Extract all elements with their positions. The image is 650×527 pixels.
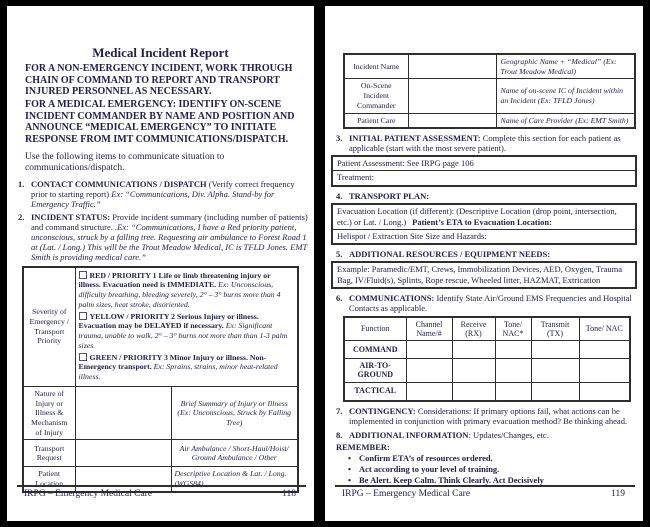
row-hint: Air Ambulance / Short-Haul/Hoist/ Ground Ambulance / Other <box>171 440 298 467</box>
footer-page-number: 118 <box>282 489 296 499</box>
item-label: CONTINGENCY: <box>349 405 416 416</box>
use-items-note: Use the following items to communicate situation to communications/dispatch. <box>25 151 225 174</box>
empty-cell <box>579 341 630 359</box>
page-footer <box>335 485 635 499</box>
col-header-channel: Channel Name/# <box>406 317 452 341</box>
row-hint: Brief Summary of Injury or Illness (Ex: Unconscious, Struck by Falling Tree) <box>171 386 298 440</box>
remember-heading: REMEMBER: <box>336 441 390 452</box>
item-7-contingency <box>336 406 638 426</box>
bullet-icon: • <box>348 475 351 485</box>
row-label: TACTICAL <box>344 382 406 401</box>
bullet-text: Be Alert. Keep Calm. Think Clearly. Act Decisively <box>359 475 544 485</box>
col-header-tone-nac-rx: Tone/ NAC* <box>495 317 531 341</box>
item-text <box>31 212 309 262</box>
empty-cell <box>452 359 495 382</box>
empty-cell <box>495 359 531 382</box>
item-body: Identify State Air/Ground EMS Frequencies and Hospital Contacts as applicable. <box>349 292 632 313</box>
page-footer <box>17 485 306 499</box>
item-example: .Ex: “Communications, I have a Red priority patient, unconscious, struck by a falling tree. Requesting air ambulance to Forest Road 1 at (Lat. / Long.) This will be the Trout Meadow Medical, IC is TFLD Jones. EMT Smith is providing medical care.” <box>31 221 308 262</box>
empty-cell <box>531 359 579 382</box>
page-119 <box>325 6 643 521</box>
empty-cell <box>495 341 531 359</box>
item-4-transport-plan <box>336 191 638 201</box>
row-input-cell <box>408 79 496 113</box>
item-text <box>349 249 638 259</box>
item-2-incident-status <box>18 212 309 262</box>
item-label: INCIDENT STATUS: <box>31 211 111 222</box>
item-text <box>349 293 638 313</box>
row-input-cell <box>408 54 496 79</box>
col-header-tone-nac-tx: Tone/ NAC <box>579 317 630 341</box>
empty-cell <box>452 382 495 401</box>
empty-cell <box>531 382 579 401</box>
communications-table <box>343 316 631 402</box>
resources-box-group <box>331 261 637 289</box>
option-example: Ex: Sprains, strains, minor heat-related illness. <box>78 362 278 382</box>
bullet-text: Confirm ETA’s of resources ordered. <box>359 452 493 463</box>
table-row-incident-name <box>344 54 635 79</box>
empty-cell <box>406 382 452 401</box>
checkbox-icon <box>79 271 87 279</box>
option-yellow-priority-2 <box>79 312 295 351</box>
intro-non-emergency: FOR A NON-EMERGENCY INCIDENT, WORK THROUGH CHAIN OF COMMAND TO REPORT AND TRANSPORT INJURED PERSONNEL AS NECESSARY. <box>25 63 293 98</box>
item-number: 2. <box>18 211 25 222</box>
option-red-priority-1 <box>79 271 295 310</box>
empty-cell <box>406 359 452 382</box>
item-body: (Verify correct frequency prior to starting report) <box>31 178 295 199</box>
row-label: Nature of Injury or Illness & Mechanism of Injury <box>23 386 75 440</box>
bullet-icon: • <box>348 452 351 463</box>
severity-options-cell <box>75 267 298 387</box>
col-header-transmit: Transmit (TX) <box>531 317 579 341</box>
comm-row-tactical <box>344 382 630 401</box>
item-label: TRANSPORT PLAN: <box>349 190 430 201</box>
row-label: Patient Location <box>23 467 75 492</box>
severity-table <box>22 266 299 493</box>
row-label: COMMAND <box>344 341 406 359</box>
bullet-level-of-training <box>348 464 638 474</box>
checkbox-icon <box>79 353 87 361</box>
item-body: Complete this section for each patient as applicable (start with the most severe patient). <box>349 133 621 154</box>
option-bold: GREEN / PRIORITY 3 Minor Injury or illness. Non-Emergency transport. <box>78 352 267 372</box>
item-body: Provide incident summary (including number of patients) and command structure. <box>31 211 308 232</box>
item-1-contact-dispatch <box>18 179 309 209</box>
assessment-box-group <box>331 155 637 186</box>
item-label: COMMUNICATIONS: <box>349 292 435 303</box>
row-hint: Geographic Name + “Medical” (Ex: Trout Meadow Medical) <box>496 54 635 79</box>
comm-row-command <box>344 341 630 359</box>
option-bold: YELLOW / PRIORITY 2 Serious Injury or illness. Evacuation may be DELAYED if necessary. <box>78 311 259 331</box>
table-row-patient-care <box>344 113 635 128</box>
evacuation-location-field <box>333 205 635 229</box>
row-label: Incident Name <box>344 54 408 79</box>
col-header-function: Function <box>344 317 406 341</box>
row-label: On-Scene Incident Commander <box>344 79 408 113</box>
item-3-initial-patient-assessment <box>336 133 638 153</box>
empty-cell <box>452 341 495 359</box>
row-hint: Name of on-scene IC of Incident within an Incident (Ex: TFLD Jones) <box>496 79 635 113</box>
table-row-nature-of-injury <box>23 386 298 440</box>
item-5-additional-resources <box>336 249 638 259</box>
col-header-receive: Receive (RX) <box>452 317 495 341</box>
row-label: Patient Care <box>344 113 408 128</box>
item-text <box>349 430 638 440</box>
item-number: 3. <box>336 133 343 144</box>
empty-cell <box>531 341 579 359</box>
item-text <box>349 191 638 201</box>
table-row-transport-request <box>23 440 298 467</box>
row-input-cell <box>75 440 171 467</box>
severity-row <box>23 267 298 387</box>
severity-row-label: Severity of Emergency / Transport Priority <box>23 267 75 387</box>
empty-cell <box>579 359 630 382</box>
bullet-confirm-eta <box>348 453 638 463</box>
option-bold: RED / PRIORITY 1 Life or limb threatening injury or illness. Evacuation need is IMMEDIATE. <box>78 270 271 290</box>
row-hint: Name of Care Provider (Ex: EMT Smith) <box>496 113 635 128</box>
item-body: Considerations: If primary options fail, what actions can be implemented in conjunction with primary evacuation method? Be thinking ahead. <box>349 405 628 426</box>
patient-eta-label: Patient’s ETA to Evacuation Location: <box>412 216 552 227</box>
option-example: Ex: Unconscious, difficulty breathing, bleeding severely, 2° – 3° burns more than 4 palm sizes, heat stroke, disoriented. <box>78 280 281 309</box>
item-label: INITIAL PATIENT ASSESSMENT: <box>349 133 481 144</box>
item-text <box>31 179 309 209</box>
resources-examples-field: Example: Paramedic/EMT, Crews, Immobilization Devices, AED, Oxygen, Trauma Bag, IV/Fluid(s), Splints, Rope rescue, Wheeled litter, HAZMAT, Extrication <box>337 263 623 285</box>
footer-title: IRPG – Emergency Medical Care <box>342 489 471 499</box>
item-number: 8. <box>336 429 343 440</box>
incident-id-table <box>343 53 636 129</box>
row-label: AIR-TO-GROUND <box>344 359 406 382</box>
item-body: : Updates/Changes, etc. <box>468 429 549 440</box>
evacuation-location-text: Evacuation Location (if different): (Descriptive Location (drop point, intersection, etc.) or Lat. / Long.) <box>337 205 617 227</box>
item-number: 4. <box>336 190 343 201</box>
item-number: 1. <box>18 178 25 189</box>
helispot-field: Helispot / Extraction Site Size and Hazards: <box>333 229 635 243</box>
empty-cell <box>579 382 630 401</box>
item-label: CONTACT COMMUNICATIONS / DISPATCH <box>31 178 207 189</box>
comm-table-header-row <box>344 317 630 341</box>
footer-page-number: 119 <box>611 489 625 499</box>
patient-assessment-field: Patient Assessment: See IRPG page 106 <box>337 158 474 169</box>
page-title: Medical Incident Report <box>92 45 229 60</box>
table-row-on-scene-ic <box>344 79 635 113</box>
item-8-additional-information <box>336 430 638 440</box>
checkbox-icon <box>79 312 87 320</box>
item-number: 7. <box>336 405 343 416</box>
treatment-field: Treatment: <box>333 170 635 184</box>
item-text <box>349 406 638 426</box>
item-example: Ex: “Communications, Div. Alpha. Stand-by for Emergency Traffic.” <box>31 188 275 209</box>
intro-medical-emergency: FOR A MEDICAL EMERGENCY: IDENTIFY ON-SCENE INCIDENT COMMANDER BY NAME AND POSITION AND ANNOUNCE “MEDICAL EMERGENCY” TO INITIATE RESPONSE FROM IMT COMMUNICATIONS/DISPATCH. <box>25 99 295 146</box>
row-input-cell <box>408 113 496 128</box>
bullet-icon: • <box>348 463 351 474</box>
item-label: ADDITIONAL RESOURCES / EQUIPMENT NEEDS: <box>349 248 551 259</box>
item-label: ADDITIONAL INFORMATION <box>349 429 469 440</box>
page-118 <box>7 6 314 521</box>
comm-row-air-to-ground <box>344 359 630 382</box>
empty-cell <box>406 341 452 359</box>
row-hint: Descriptive Location & Lat. / Long. (WGS84) <box>171 467 298 492</box>
option-green-priority-3 <box>79 353 295 382</box>
bullet-be-alert <box>348 475 638 485</box>
option-example: Ex: Significant trauma, unable to walk, 2° – 3° burns not more than than 1-3 palm sizes. <box>78 321 288 350</box>
row-input-cell <box>75 386 171 440</box>
transport-plan-box-group <box>331 203 637 245</box>
footer-title: IRPG – Emergency Medical Care <box>24 489 153 499</box>
item-number: 5. <box>336 248 343 259</box>
bullet-text: Act according to your level of training. <box>359 463 500 474</box>
item-text <box>349 133 638 153</box>
empty-cell <box>495 382 531 401</box>
row-label: Transport Request <box>23 440 75 467</box>
item-6-communications <box>336 293 638 313</box>
item-number: 6. <box>336 292 343 303</box>
